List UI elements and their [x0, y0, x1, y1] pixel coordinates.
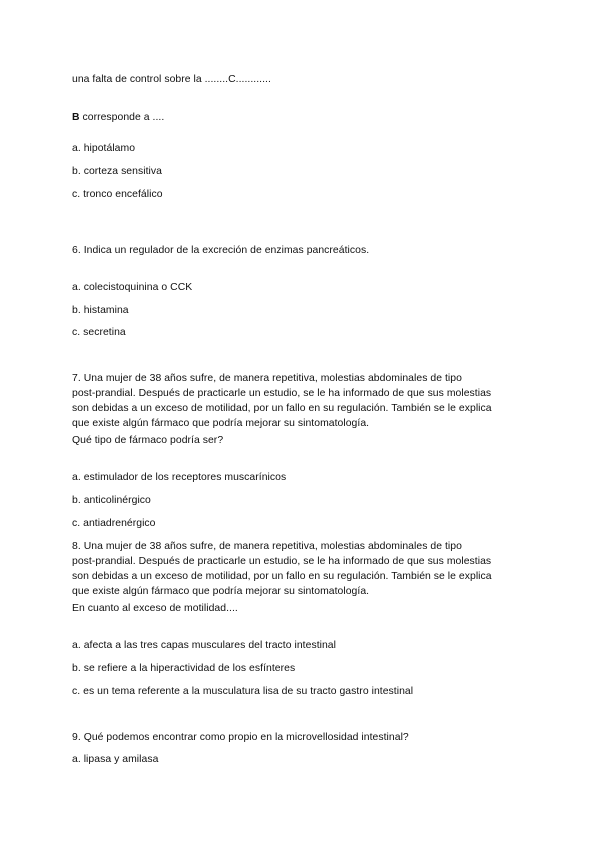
- question-6-option-a: a. colecistoquinina o CCK: [72, 282, 193, 293]
- question-8-stem-line: 8. Una mujer de 38 años sufre, de manera repetitiva, molestias abdominales de tipo: [72, 541, 462, 552]
- question-b-option-b: b. corteza sensitiva: [72, 166, 162, 177]
- question-8-prompt: En cuanto al exceso de motilidad....: [72, 603, 238, 614]
- question-9-option-a: a. lipasa y amilasa: [72, 754, 159, 765]
- question-8-option-b: b. se refiere a la hiperactividad de los esfínteres: [72, 663, 296, 674]
- question-8-stem-line: son debidas a un exceso de motilidad, por un fallo en su regulación. También se le explica: [72, 571, 492, 582]
- question-7-stem-line: que existe algún fármaco que podría mejorar su sintomatología.: [72, 418, 370, 429]
- question-8-stem-line: post-prandial. Después de practicarle un estudio, se le ha informado de que sus molestias: [72, 556, 492, 567]
- question-8-option-c: c. es un tema referente a la musculatura lisa de su tracto gastro intestinal: [72, 686, 414, 697]
- question-6-stem: 6. Indica un regulador de la excreción de enzimas pancreáticos.: [72, 245, 370, 256]
- question-7-stem-line: son debidas a un exceso de motilidad, por un fallo en su regulación. También se le explica: [72, 403, 492, 414]
- question-9-stem: 9. Qué podemos encontrar como propio en la microvellosidad intestinal?: [72, 732, 409, 743]
- question-6-option-c: c. secretina: [72, 327, 126, 338]
- question-b-stem: [72, 110, 164, 125]
- question-b-option-a: a. hipotálamo: [72, 143, 136, 154]
- question-7-stem-line: 7. Una mujer de 38 años sufre, de manera repetitiva, molestias abdominales de tipo: [72, 373, 462, 384]
- question-8-option-a: a. afecta a las tres capas musculares del tracto intestinal: [72, 640, 336, 651]
- question-6-option-b: b. histamina: [72, 305, 129, 316]
- question-7-option-c: c. antiadrenérgico: [72, 518, 156, 529]
- question-7-option-b: b. anticolinérgico: [72, 495, 151, 506]
- question-b-option-c: c. tronco encefálico: [72, 189, 163, 200]
- question-7-option-a: a. estimulador de los receptores muscarínicos: [72, 472, 287, 483]
- intro-text: una falta de control sobre la ........C............: [72, 74, 271, 85]
- question-7-prompt: Qué tipo de fármaco podría ser?: [72, 435, 224, 446]
- question-b-label: B: [72, 112, 80, 123]
- question-7-stem-line: post-prandial. Después de practicarle un estudio, se le ha informado de que sus molestias: [72, 388, 492, 399]
- question-8-stem-line: que existe algún fármaco que podría mejorar su sintomatología.: [72, 586, 370, 597]
- question-b-text: corresponde a ....: [79, 112, 165, 123]
